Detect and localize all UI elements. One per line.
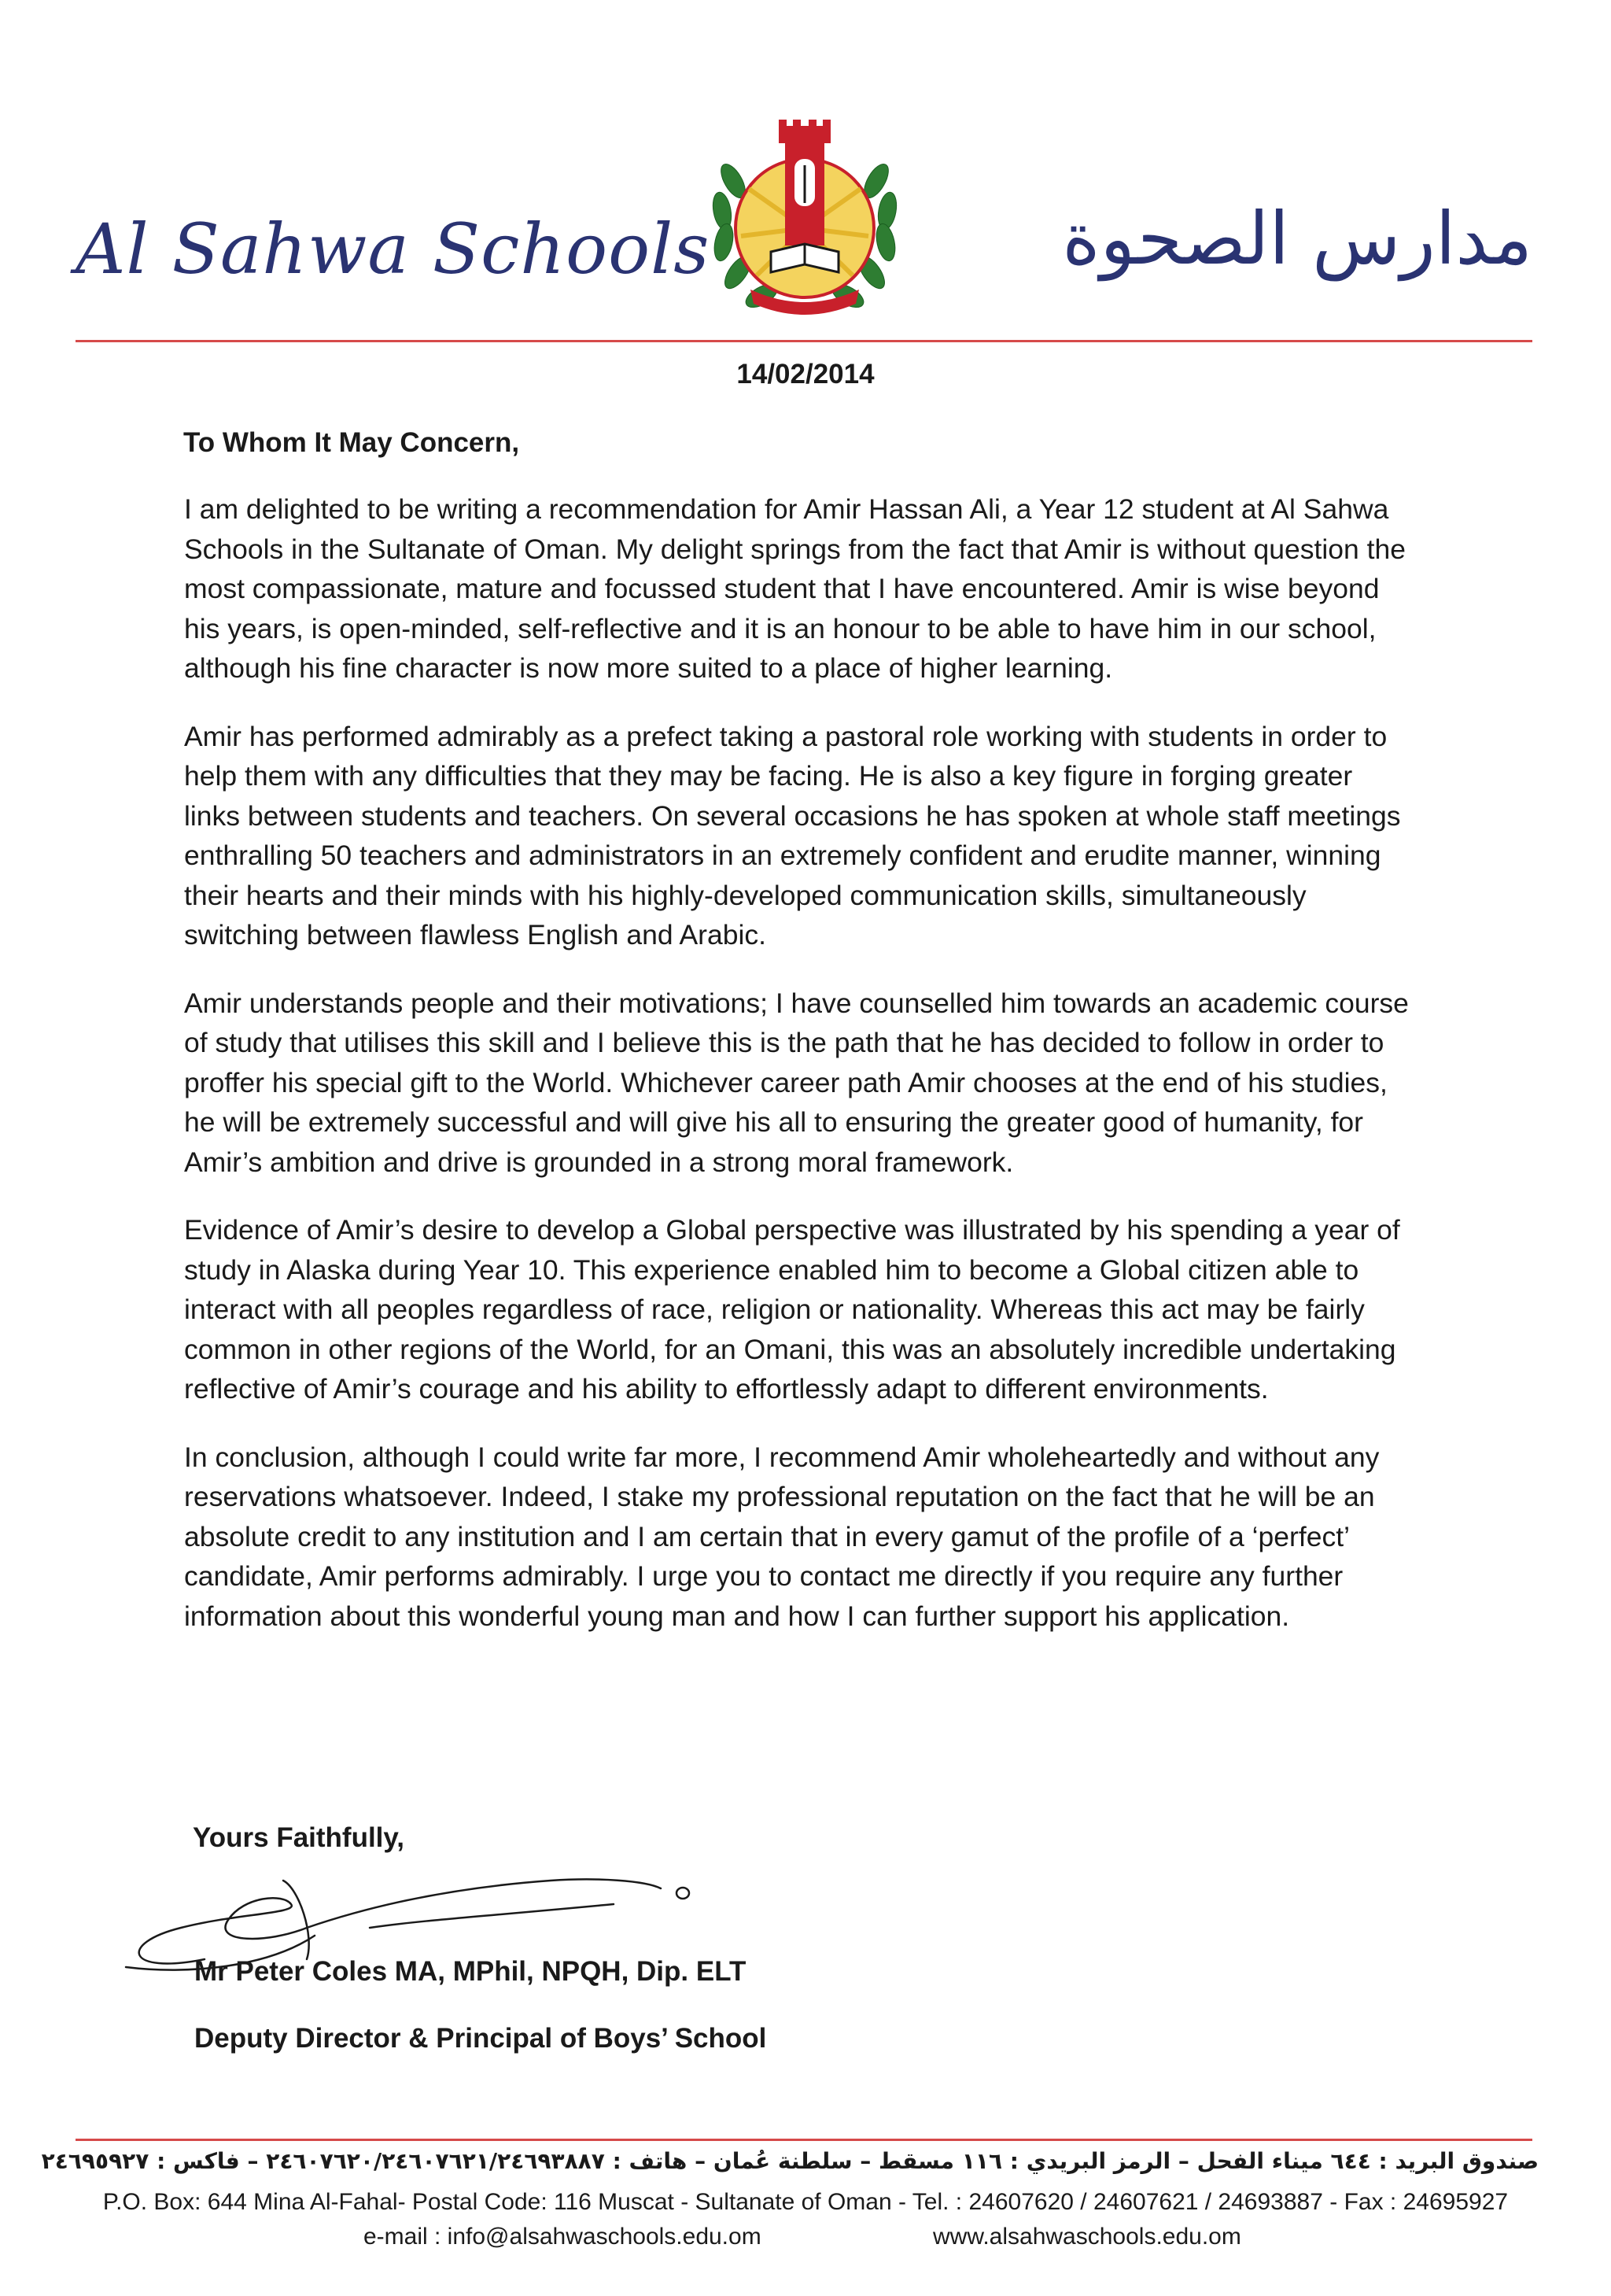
paragraph: Evidence of Amir’s desire to develop a Global perspective was illustrated by his spending a year of study in Alaska during Year 10. This experience enabled him to become a Global citizen able to interact with all peoples regardless of race, religion or nationality. Whereas this act may be fairly common in other regions of the World, for an Omani, this was an absolutely incredible undertaking reflective of Amir’s courage and his ability to effortlessly adapt to different environments. bbox=[184, 1214, 1400, 1405]
paragraph: Amir understands people and their motivations; I have counselled him towards an academic course of study that utilises this skill and I believe this is the path that he has decided to follow in order to proffer his special gift to the World. Whichever career path Amir chooses at the end of his studies, he will be extremely successful and will give his all to ensuring the greater good of humanity, for Amir’s ambition and drive is grounded in a strong moral framework. bbox=[184, 987, 1409, 1178]
paragraph: In conclusion, although I could write far more, I recommend Amir wholeheartedly and without any reservations whatsoever. Indeed, I stake my professional reputation on the fact that he will be an absolute credit to any institution and I am certain that in every gamut of the profile of a ‘perfect’ candidate, Amir performs admirably. I urge you to contact me directly if you require any further information about this wonderful young man and how I can further support his application. bbox=[184, 1441, 1380, 1632]
closing-phrase: Yours Faithfully, bbox=[193, 1822, 404, 1853]
school-name-arabic: مدارس الصحوة bbox=[1062, 197, 1532, 281]
letter-body bbox=[184, 489, 1411, 1664]
footer-website-link[interactable]: www.alsahwaschools.edu.om bbox=[933, 2224, 1241, 2250]
school-crest-icon bbox=[702, 118, 908, 324]
footer-divider bbox=[76, 2139, 1532, 2141]
header-divider bbox=[76, 340, 1532, 342]
signer-name: Mr Peter Coles MA, MPhil, NPQH, Dip. ELT bbox=[194, 1956, 747, 1987]
salutation: To Whom It May Concern, bbox=[183, 427, 520, 458]
letter-date: 14/02/2014 bbox=[736, 359, 875, 389]
footer-email-link[interactable]: e-mail : info@alsahwaschools.edu.om bbox=[363, 2224, 761, 2250]
paragraph: I am delighted to be writing a recommendation for Amir Hassan Ali, a Year 12 student at Al Sahwa Schools in the Sultanate of Oman. My delight springs from the fact that Amir is without question the most compassionate, mature and focussed student that I have encountered. Amir is wise beyond his years, is open-minded, self-reflective and it is an honour to be able to have him in our school, although his fine character is now more suited to a place of higher learning. bbox=[184, 493, 1406, 684]
footer-address-arabic: صندوق البريد : ٦٤٤ ميناء الفحل – الرمز البريدي : ١١٦ مسقط – سلطنة عُمان – هاتف : ٢٤٦٠٧٦٢٠/٢٤٦٠٧٦٢١/٢٤٦٩٣٨٨٧ – فاكس : ٢٤٦٩٥٩٢٧ bbox=[41, 2148, 1539, 2174]
school-name-english: Al Sahwa Schools bbox=[76, 209, 710, 290]
signer-title: Deputy Director & Principal of Boys’ School bbox=[194, 2023, 767, 2054]
paragraph: Amir has performed admirably as a prefect taking a pastoral role working with students in order to help them with any difficulties that they may be facing. He is also a key figure in forging greater links between students and teachers. On several occasions he has spoken at whole staff meetings enthralling 50 teachers and administrators in an extremely confident and erudite manner, winning their hearts and their minds with his highly-developed communication skills, simultaneously switching between flawless English and Arabic. bbox=[184, 720, 1401, 951]
footer-address-english: P.O. Box: 644 Mina Al-Fahal- Postal Code: 116 Muscat - Sultanate of Oman - Tel. : 24607620 / 24607621 / 24693887 - Fax : 24695927 bbox=[102, 2189, 1509, 2215]
